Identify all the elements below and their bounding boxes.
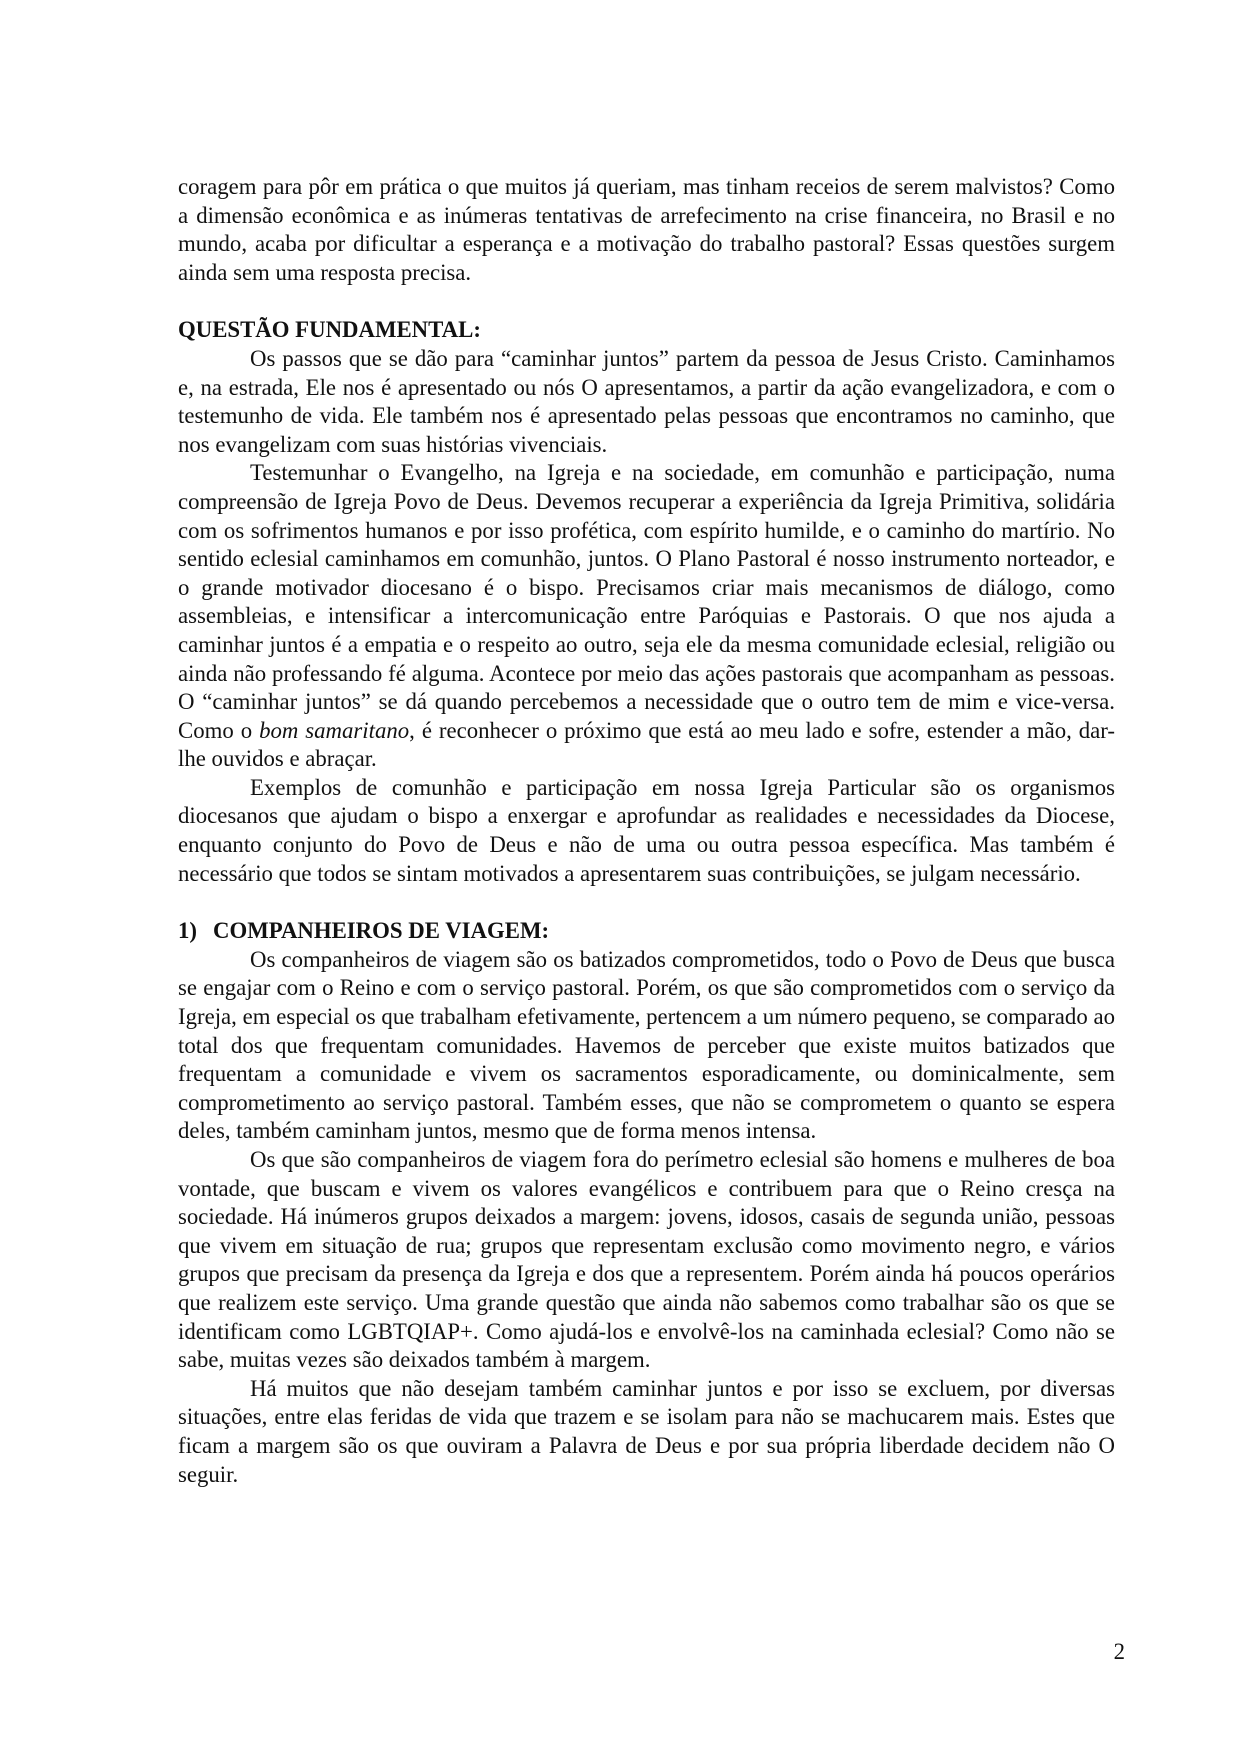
paragraph-fora-perimetro: Os que são companheiros de viagem fora do perímetro eclesial são homens e mulheres de boa vontade, que buscam e vivem os valores evangélicos e contribuem para que o Reino cresça na sociedade. Há inúmeros grupos deixados a margem: jovens, idosos, casais de segunda união, pessoas que vivem em situação de rua; grupos que representam exclusão como movimento negro, e vários grupos que precisam da presença da Igreja e dos que a representem. Porém ainda há poucos operários que realizem este serviço. Uma grande questão que ainda não sabemos como trabalhar são os que se identificam como LGBTQIAP+. Como ajudá-los e envolvê-los na caminhada eclesial? Como não se sabe, muitas vezes são deixados também à margem. [178, 1147, 1115, 1373]
section-heading-text: COMPANHEIROS DE VIAGEM: [213, 918, 550, 944]
paragraph-passos: Os passos que se dão para “caminhar juntos” partem da pessoa de Jesus Cristo. Caminhamos e, na estrada, Ele nos é apresentado ou nós O apresentamos, a partir da ação evangelizadora, e com o testemunho de vida. Ele também nos é apresentado pelas pessoas que encontramos no caminho, que nos evangelizam com suas histórias vivenciais. [178, 345, 1115, 457]
page-number: 2 [1113, 1639, 1125, 1664]
section-heading-questao-fundamental: QUESTÃO FUNDAMENTAL: [178, 317, 481, 343]
paragraph-companheiros: Os companheiros de viagem são os batizados comprometidos, todo o Povo de Deus que busca se engajar com o Reino e com o serviço pastoral. Porém, os que são comprometidos com o serviço da Igreja, em especial os que trabalham efetivamente, pertencem a um número pequeno, se comparado ao total dos que frequentam comunidades. Havemos de perceber que existe muitos batizados que frequentam a comunidade e vivem os sacramentos esporadicamente, ou dominicalmente, sem comprometimento ao serviço pastoral. Também esses, que não se comprometem o quanto se espera deles, também caminham juntos, mesmo que de forma menos intensa. [178, 946, 1115, 1144]
italic-bom-samaritano: bom samaritano [259, 717, 410, 743]
paragraph-testemunhar-text-b: , é reconhecer o próximo que está ao meu lado e sofre, estender a mão, dar-lhe ouvidos e abraçar. [178, 717, 1116, 772]
paragraph-testemunhar [178, 459, 1115, 774]
document-body [178, 173, 1115, 1489]
paragraph-excluem: Há muitos que não desejam também caminhar juntos e por isso se excluem, por diversas situações, entre elas feridas de vida que trazem e se isolam para não se machucarem mais. Estes que ficam a margem são os que ouviram a Palavra de Deus e por sua própria liberdade decidem não O seguir. [178, 1375, 1115, 1487]
paragraph-gap [178, 287, 1115, 316]
section-number: 1) [178, 918, 197, 944]
paragraph-testemunhar-text-a: Testemunhar o Evangelho, na Igreja e na sociedade, em comunhão e participação, numa compreensão de Igreja Povo de Deus. Devemos recuperar a experiência da Igreja Primitiva, solidária com os sofrimentos humanos e por isso profética, com espírito humilde, e o caminho do martírio. No sentido eclesial caminhamos em comunhão, juntos. O Plano Pastoral é nosso instrumento norteador, e o grande motivador diocesano é o bispo. Precisamos criar mais mecanismos de diálogo, como assembleias, e intensificar a intercomunicação entre Paróquias e Pastorais. O que nos ajuda a caminhar juntos é a empatia e o respeito ao outro, seja ele da mesma comunidade eclesial, religião ou ainda não professando fé alguma. Acontece por meio das ações pastorais que acompanham as pessoas. O “caminhar juntos” se dá quando percebemos a necessidade que o outro tem de mim e vice-versa. Como o [178, 460, 1115, 743]
paragraph-intro: coragem para pôr em prática o que muitos já queriam, mas tinham receios de serem malvistos? Como a dimensão econômica e as inúmeras tentativas de arrefecimento na crise financeira, no Brasil e no mundo, acaba por dificultar a esperança e a motivação do trabalho pastoral? Essas questões surgem ainda sem uma resposta precisa. [178, 174, 1115, 285]
paragraph-exemplos: Exemplos de comunhão e participação em nossa Igreja Particular são os organismos diocesanos que ajudam o bispo a enxergar e aprofundar as realidades e necessidades da Diocese, enquanto conjunto do Povo de Deus e não de uma ou outra pessoa específica. Mas também é necessário que todos se sintam motivados a apresentarem suas contribuições, se julgam necessário. [178, 774, 1115, 886]
section-heading-companheiros [178, 917, 1115, 946]
paragraph-gap [178, 888, 1115, 917]
